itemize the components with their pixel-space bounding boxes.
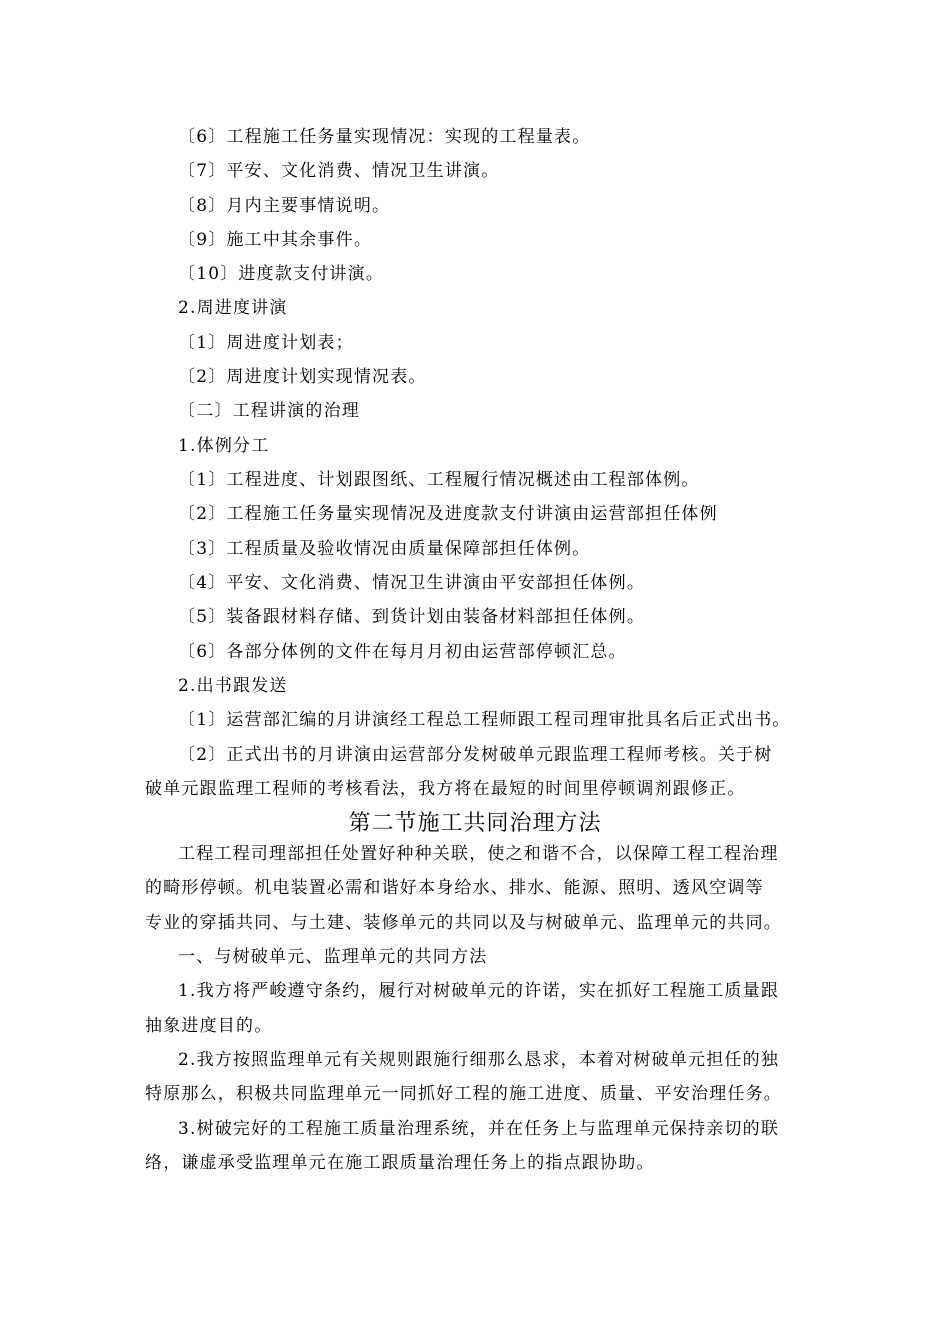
text-line: 〔3〕工程质量及验收情况由质量保障部担任体例。 [178,539,591,559]
text-line: 特原那么，积极共同监理单元一同抓好工程的施工进度、质量、平安治理任务。 [145,1084,782,1104]
text-line: 1.我方将严峻遵守条约，履行对树破单元的许诺，实在抓好工程施工质量跟 [178,981,780,1001]
text-line: 2.我方按照监理单元有关规则跟施行细那么恳求，本着对树破单元担任的独 [178,1050,780,1070]
text-line: 〔9〕施工中其余事件。 [178,230,373,250]
text-line: 一、与树破单元、监理单元的共同方法 [178,947,488,967]
text-line: 1.体例分工 [178,436,270,456]
text-line: 的畸形停顿。机电装置必需和谐好本身给水、排水、能源、照明、透风空调等 [145,878,764,898]
text-line: 2.周进度讲演 [178,298,288,318]
text-line: 破单元跟监理工程师的考核看法，我方将在最短的时间里停顿调剂跟修正。 [145,779,746,799]
text-line: 络，谦虚承受监理单元在施工跟质量治理任务上的指点跟协助。 [145,1153,655,1173]
text-line: 〔1〕运营部汇编的月讲演经工程总工程师跟工程司理审批具名后正式出书。 [178,710,791,730]
text-line: 〔2〕工程施工任务量实现情况及进度款支付讲演由运营部担任体例 [178,504,718,524]
text-line: 〔6〕各部分体例的文件在每月月初由运营部停顿汇总。 [178,642,627,662]
text-line: 2.出书跟发送 [178,676,288,696]
text-line: 〔2〕正式出书的月讲演由运营部分发树破单元跟监理工程师考核。关于树 [178,745,773,765]
text-line: 〔7〕平安、文化消费、情况卫生讲演。 [178,161,500,181]
text-line: 〔1〕周进度计划表； [178,333,354,353]
text-line: 3.树破完好的工程施工质量治理系统，并在任务上与监理单元保持亲切的联 [178,1119,780,1139]
text-line: 〔1〕工程进度、计划跟图纸、工程履行情况概述由工程部体例。 [178,470,700,490]
text-line: 〔二〕工程讲演的治理 [178,401,360,421]
text-line: 抽象进度目的。 [145,1016,273,1036]
text-line: 专业的穿插共同、与土建、装修单元的共同以及与树破单元、监理单元的共同。 [145,913,782,933]
section-heading: 第二节施工共同治理方法 [348,811,602,836]
text-line: 〔8〕月内主要事情说明。 [178,196,391,216]
text-line: 〔5〕装备跟材料存储、到货计划由装备材料部担任体例。 [178,607,646,627]
text-line: 〔10〕进度款支付讲演。 [178,264,385,284]
text-line: 工程工程司理部担任处置好种种关联，使之和谐不合，以保障工程工程治理 [178,844,779,864]
text-line: 〔6〕工程施工任务量实现情况：实现的工程量表。 [178,127,591,147]
text-line: 〔4〕平安、文化消费、情况卫生讲演由平安部担任体例。 [178,573,646,593]
text-line: 〔2〕周进度计划实现情况表。 [178,367,427,387]
